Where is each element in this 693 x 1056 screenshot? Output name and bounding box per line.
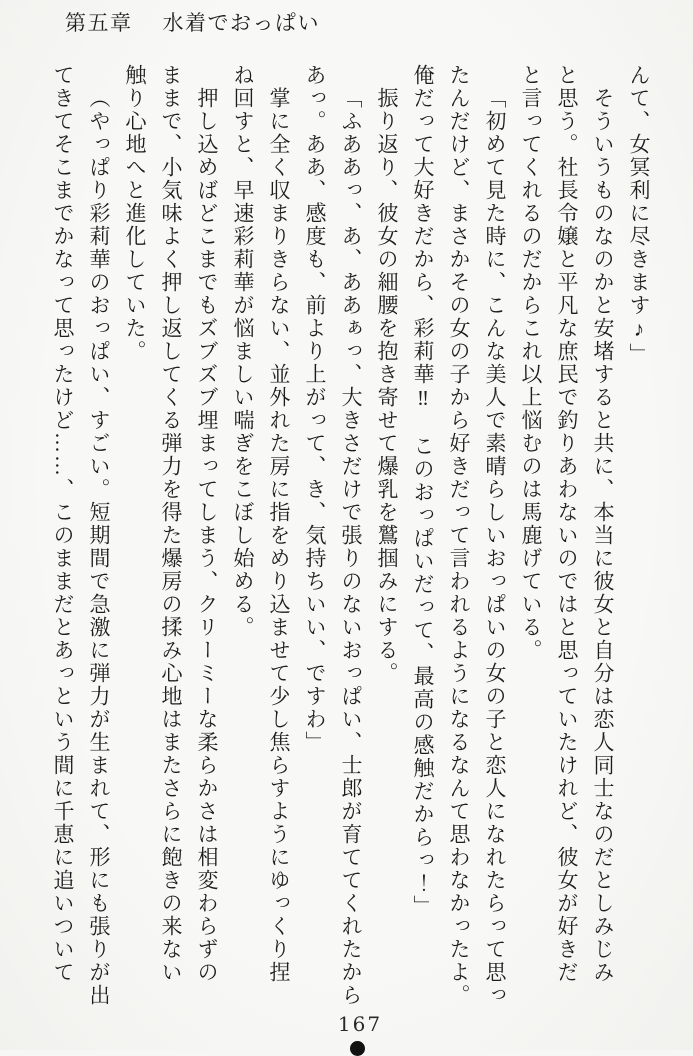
chapter-number: 第五章 — [65, 11, 133, 35]
text-line: 掌に全く収まりきらない、並外れた房に指をめり込ませて少し焦らすようにゆっくり捏 — [267, 87, 291, 984]
text-line: 振り返り、彼女の細腰を抱き寄せて爆乳を鷲掴みにする。 — [375, 87, 399, 685]
text-line: 押し込めばどこまでもズブズブ埋まってしまう、クリーミーな柔らかさは相変わらずの — [195, 87, 219, 984]
text-line: 「初めて見た時に、こんな美人で素晴らしいおっぱいの女の子と恋人になれたらって思っ — [483, 87, 507, 1007]
text-line: 「ふああっ、あ、ああぁっ、大きさだけで張りのないおっぱい、士郎が育ててくれたから — [339, 87, 363, 1007]
text-line: んて、女冥利に尽きます♪」 — [627, 64, 651, 366]
text-line: と言ってくれるのだからこれ以上悩むのは馬鹿げている。 — [519, 64, 543, 662]
text-line: たんだけど、まさかその女の子から好きだって言われるようになるなんて思わなかったよ。 — [447, 64, 471, 1007]
text-line: と思う。社長令嬢と平凡な庶民で釣りあわないのではと思っていたけれど、彼女が好きだ — [555, 64, 579, 984]
text-block — [45, 64, 657, 1007]
text-line: ままで、小気味よく押し返してくる弾力を得た爆房の揉み心地はまたさらに飽きの来ない — [159, 64, 183, 984]
text-line: 俺だって大好きだから、彩莉華‼ このおっぱいだって、最高の感触だからっ！」 — [411, 64, 435, 918]
text-line: あっ。ああ、感度も、前より上がって、き、気持ちいい、ですわ」 — [303, 64, 327, 754]
text-line: そういうものなのかと安堵すると共に、本当に彼女と自分は恋人同士なのだとしみじみ — [591, 87, 615, 984]
text-line: （やっぱり彩莉華のおっぱい、すごい。短期間で急激に弾力が生まれて、形にも張りが出 — [87, 87, 111, 1007]
text-line: ね回すと、早速彩莉華が悩ましい喘ぎをこぼし始める。 — [231, 64, 255, 639]
chapter-header — [65, 7, 320, 37]
text-line: 触り心地へと進化していた。 — [123, 64, 147, 363]
chapter-title: 水着でおっぱい — [162, 11, 320, 35]
text-line: てきてそこまでかなって思ったけど……、このままだとあっという間に千恵に追いついて — [51, 64, 75, 984]
page-number: 167 — [337, 1012, 383, 1036]
section-dot-icon — [350, 1041, 365, 1056]
